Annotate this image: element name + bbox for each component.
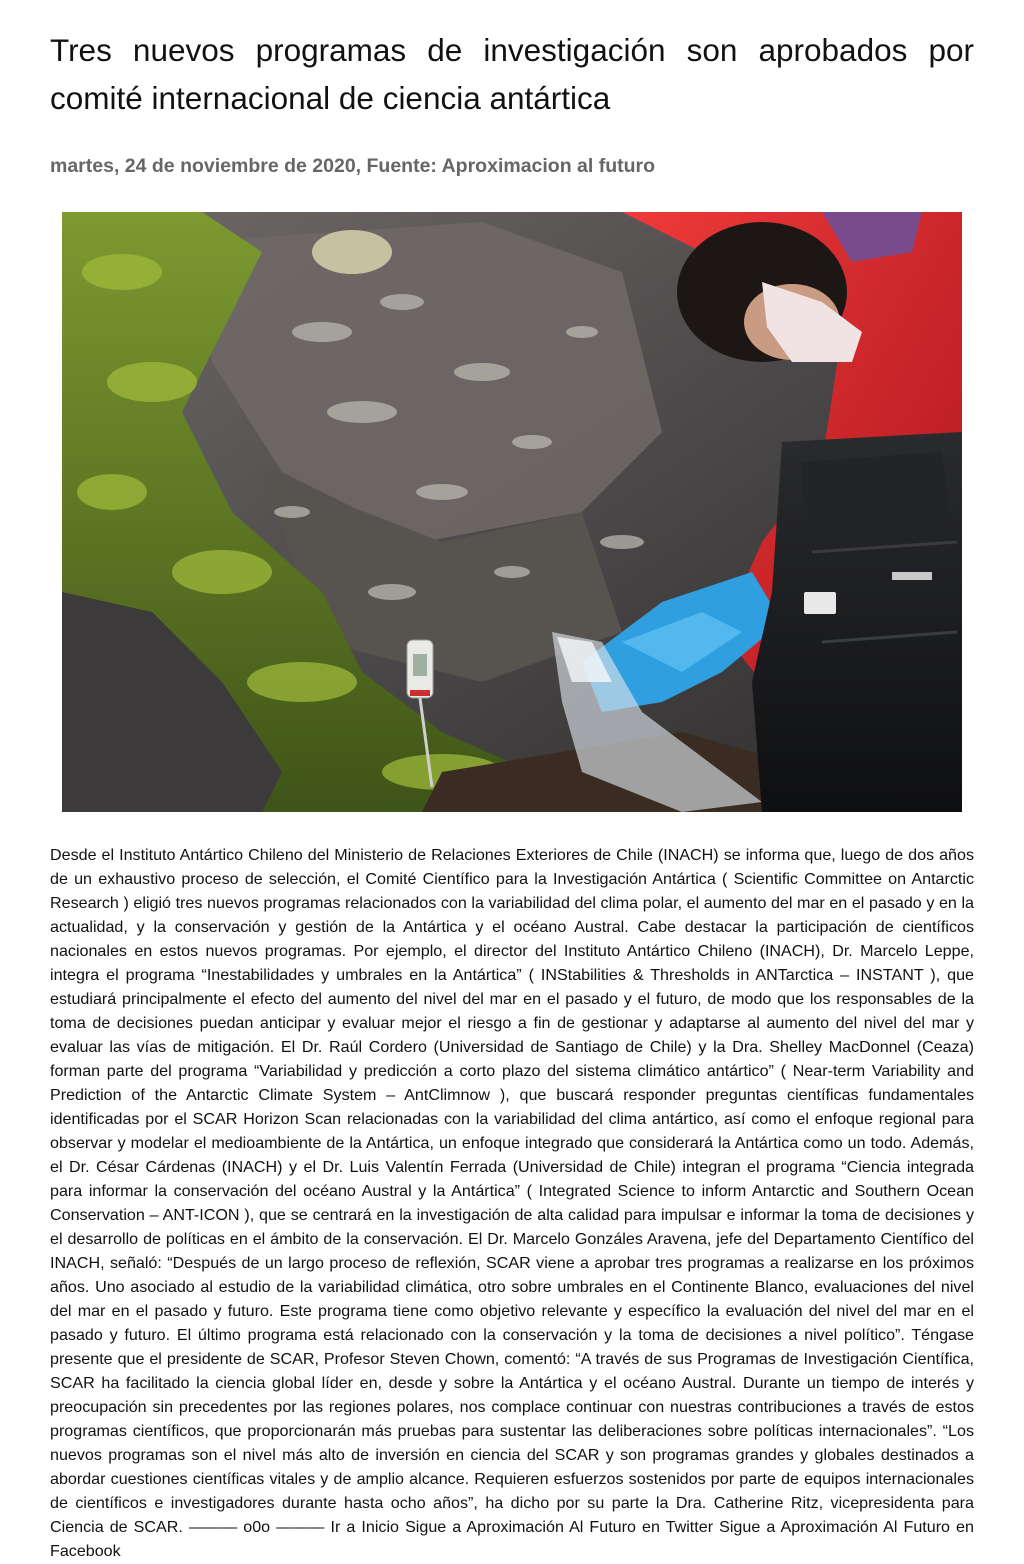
backpack-logo: [804, 592, 836, 614]
article-photo: [62, 212, 962, 812]
article: [50, 0, 974, 1560]
footer-divider: ——— o0o ———: [188, 1518, 325, 1536]
facebook-link[interactable]: Sigue a Aproximación Al Futuro en Facebook: [50, 1518, 974, 1560]
home-link[interactable]: Ir a Inicio: [330, 1518, 399, 1536]
article-body-text: Desde el Instituto Antártico Chileno del Ministerio de Relaciones Exteriores de Chile (INACH) se informa que, luego de dos años de un exhaustivo proceso de selección, el Comité Científico para la Investigación Antártica ( Scientific Committee on Antarctic Research ) eligió tres nuevos programas relacionados con la variabilidad del clima polar, el aumento del mar en el pasado y en la actualidad, y la conservación y gestión de la Antártica y el océano Austral. Cabe destacar la participación de científicos nacionales en estos nuevos programas. Por ejemplo, el director del Instituto Antártico Chileno (INACH), Dr. Marcelo Leppe, integra el programa “Inestabilidades y umbrales en la Antártica” ( INStabilities & Thresholds in ANTarctica – INSTANT ), que estudiará principalmente el efecto del aumento del nivel del mar en el pasado y el futuro, de modo que los responsables de la toma de decisiones puedan anticipar y evaluar mejor el riesgo a fin de gestionar y adaptarse al aumento del nivel del mar y evaluar las vías de mitigación. El Dr. Raúl Cordero (Universidad de Santiago de Chile) y la Dra. Shelley MacDonnel (Ceaza) forman parte del programa “Variabilidad y predicción a corto plazo del sistema climático antártico” ( Near-term Variability and Prediction of the Antarctic Climate System – AntClimnow ), que buscará responder preguntas científicas fundamentales identificadas por el SCAR Horizon Scan relacionadas con la variabilidad del clima antártico, así como el enfoque regional para observar y modelar el medioambiente de la Antártica, un enfoque integrado que considerará la Antártica como un todo. Además, el Dr. César Cárdenas (INACH) y el Dr. Luis Valentín Ferrada (Universidad de Chile) integran el programa “Ciencia integrada para informar la conservación del océano Austral y la Antártica” ( Integrated Science to inform Antarctic and Southern Ocean Conservation – ANT-ICON ), que se centrará en la investigación de alta calidad para impulsar e informar la toma de decisiones y el desarrollo de políticas en el ámbito de la conservación. El Dr. Marcelo Gonzáles Aravena, jefe del Departamento Científico del INACH, señaló: “Después de un largo proceso de reflexión, SCAR viene a aprobar tres programas a realizarse en los próximos años. Uno asociado al estudio de la variabilidad climática, otro sobre umbrales en el Continente Blanco, evaluaciones del nivel del mar en el pasado y futuro. Este programa tiene como objetivo relevante y específico la evaluación del nivel del mar en el pasado y futuro. El último programa está relacionado con la conservación y la toma de decisiones a nivel político”. Téngase presente que el presidente de SCAR, Profesor Steven Chown, comentó: “A través de sus Programas de Investigación Científica, SCAR ha facilitado la ciencia global líder en, desde y sobre la Antártica y el océano Austral. Durante un tiempo de interés y preocupación sin precedentes por las regiones polares, nos complace continuar con nuestras contribuciones a través de estos programas científicos, que proporcionarán más pruebas para sustentar las deliberaciones sobre políticas internacionales”. “Los nuevos programas son el nivel más alto de inversión en ciencia del SCAR y son programas grandes y globales destinados a abordar cuestiones científicas vitales y de amplio alcance. Requieren esfuerzos sostenidos por parte de equipos internacionales de científicos e investigadores durante hasta ocho años”, ha dicho por su parte la Dra. Catherine Ritz, vicepresidenta para Ciencia de SCAR.: [50, 846, 974, 1536]
article-body: [50, 843, 974, 1563]
twitter-link[interactable]: Sigue a Aproximación Al Futuro en Twitter: [405, 1518, 714, 1536]
article-title: Tres nuevos programas de investigación son aprobados por comité internacional de ciencia antártica: [50, 32, 974, 116]
article-dateline: martes, 24 de noviembre de 2020, Fuente: Aproximacion al futuro: [50, 155, 656, 177]
